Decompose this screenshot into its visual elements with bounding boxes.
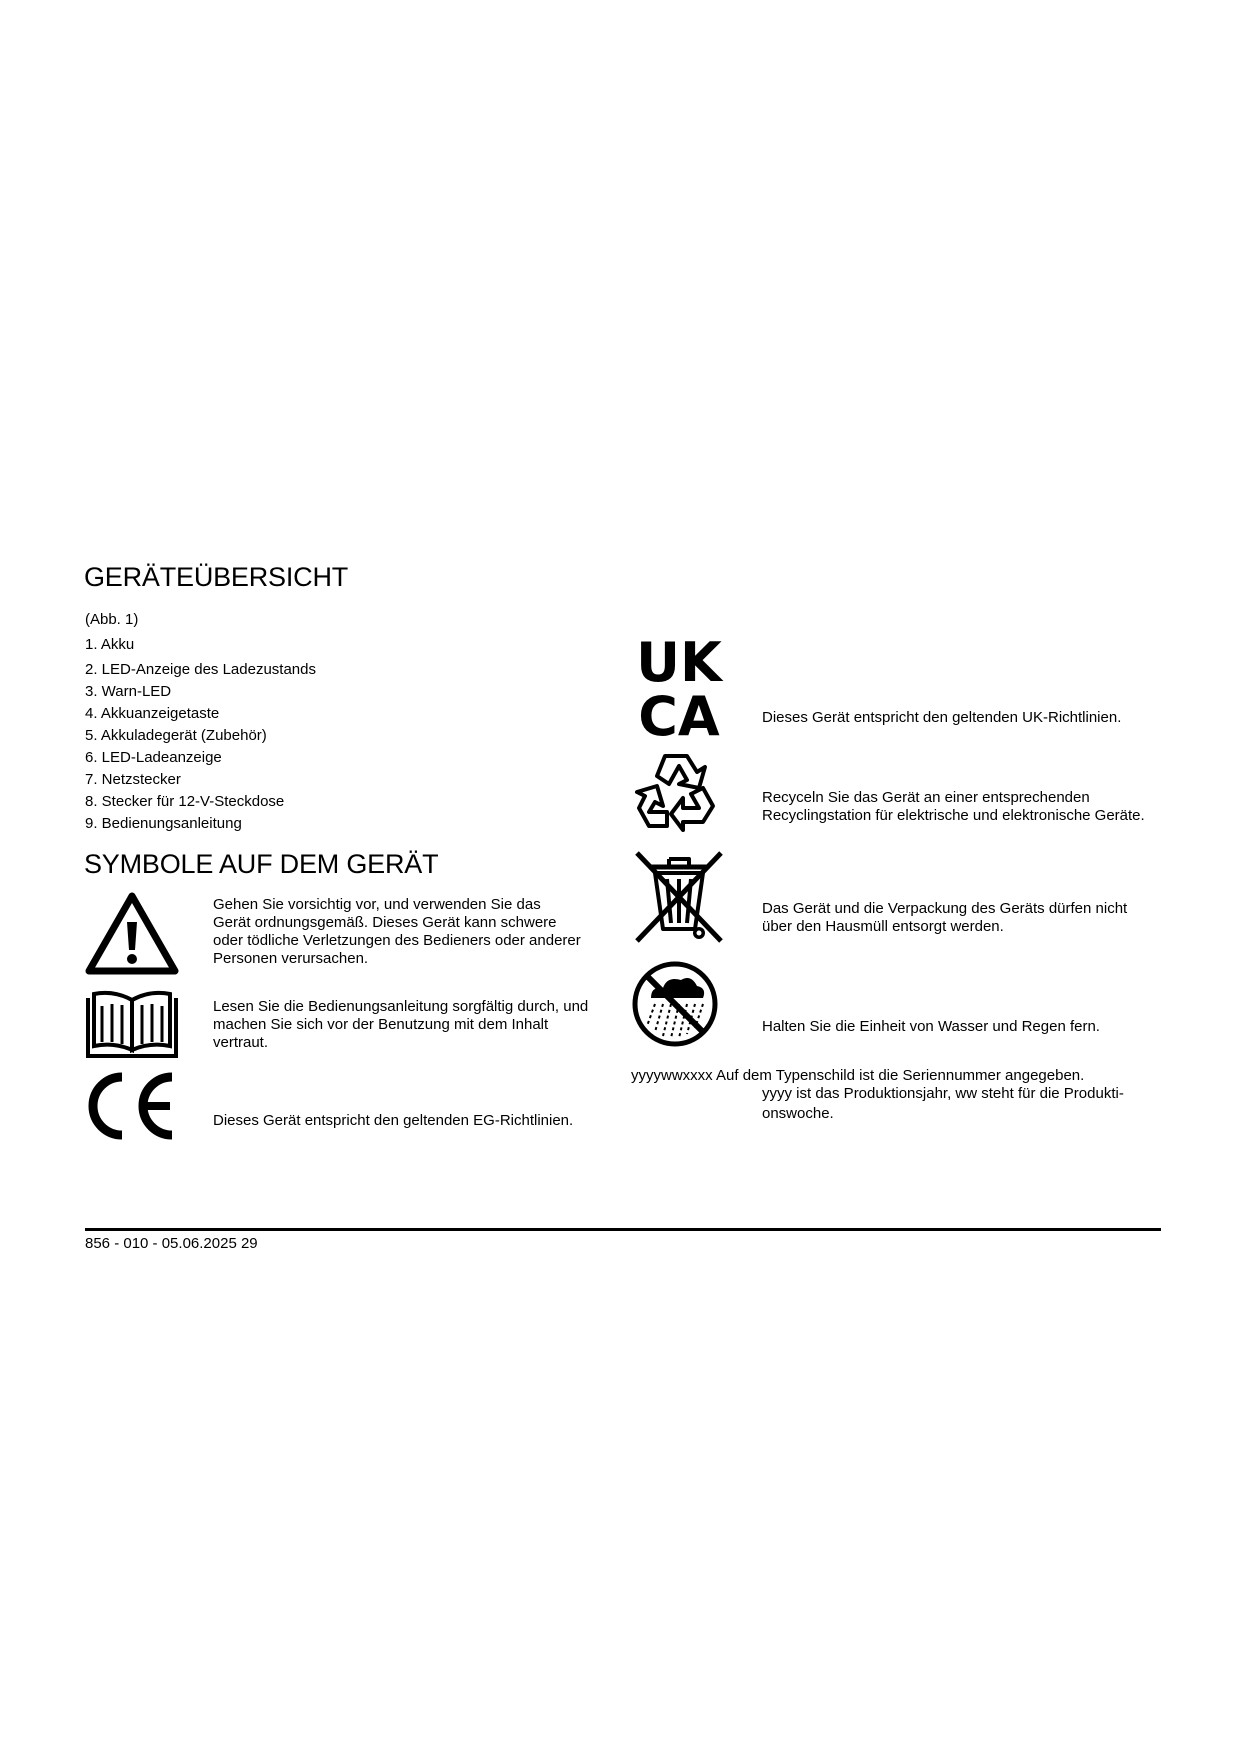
manual-line: machen Sie sich vor der Benutzung mit dem Inhalt [213,1016,549,1033]
symbols-title: SYMBOLE AUF DEM GERÄT [84,849,439,879]
weee-line: über den Hausmüll entsorgt werden. [762,918,1004,935]
recycle-description [762,789,1145,825]
recycle-icon [631,748,721,834]
weee-line: Das Gerät und die Verpackung des Geräts dürfen nicht [762,900,1128,917]
warning-line: Gerät ordnungsgemäß. Dieses Gerät kann schwere [213,914,557,931]
figure-reference: (Abb. 1) [85,611,139,628]
ce-description: Dieses Gerät entspricht den geltenden EG-Richtlinien. [213,1112,574,1129]
manual-line: Lesen Sie die Bedienungsanleitung sorgfältig durch, und [213,998,589,1015]
no-rain-icon [631,960,719,1048]
page-footer [85,1235,258,1253]
document-reference: 856 - 010 - 05.06.2025 [85,1235,237,1252]
warning-description [213,896,581,968]
crossed-bin-icon [631,849,727,945]
warning-line: oder tödliche Verletzungen des Bedieners oder anderer [213,932,581,949]
rain-description: Halten Sie die Einheit von Wasser und Regen fern. [762,1018,1100,1035]
serial-line-3: onswoche. [762,1105,834,1122]
ukca-mark-top: UK [636,637,722,694]
list-item: 8. Stecker für 12-V-Steckdose [85,793,285,810]
footer-divider [85,1228,1161,1231]
list-item: 4. Akkuanzeigetaste [85,705,220,722]
ukca-mark-icon [631,637,727,737]
manual-description [213,998,588,1052]
recycle-line: Recyclingstation für elektrische und elektronische Geräte. [762,807,1145,824]
serial-text: Auf dem Typenschild ist die Seriennummer angegeben. [716,1067,1085,1084]
list-item: 1. Akku [85,636,135,653]
warning-triangle-icon [84,891,180,977]
serial-line-1 [631,1067,1084,1085]
page-number: 29 [240,1235,258,1252]
list-item: 3. Warn-LED [85,683,172,700]
manual-line: vertraut. [213,1034,269,1051]
warning-line: Personen verursachen. [213,950,369,967]
overview-title: GERÄTEÜBERSICHT [84,562,349,592]
ce-mark-icon [84,1071,180,1141]
serial-line-2: yyyy ist das Produktionsjahr, ww steht für die Produkti- [762,1085,1124,1102]
ukca-description: Dieses Gerät entspricht den geltenden UK-Richtlinien. [762,709,1122,726]
list-item: 6. LED-Ladeanzeige [85,749,222,766]
recycle-line: Recyceln Sie das Gerät an einer entsprechenden [762,789,1090,806]
list-item: 2. LED-Anzeige des Ladezustands [85,661,316,678]
list-item: 9. Bedienungsanleitung [85,815,242,832]
serial-code: yyyywwxxxx [631,1067,713,1084]
list-item: 5. Akkuladegerät (Zubehör) [85,727,267,744]
warning-line: Gehen Sie vorsichtig vor, und verwenden Sie das [213,896,541,913]
ukca-mark-bottom: CA [638,685,720,737]
open-book-icon [84,990,180,1060]
weee-description [762,900,1127,936]
list-item: 7. Netzstecker [85,771,181,788]
